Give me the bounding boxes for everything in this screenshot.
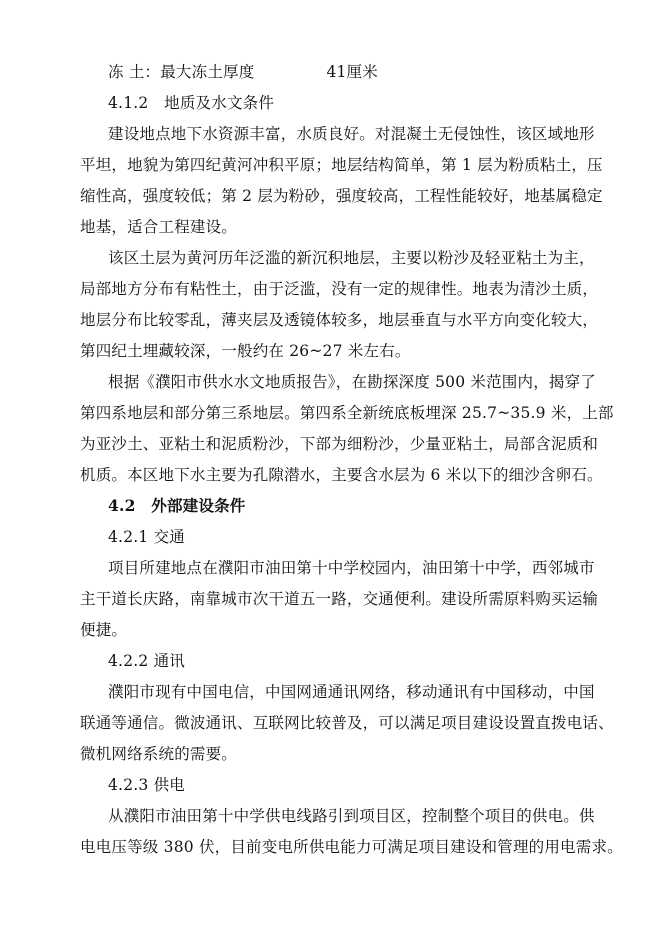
- para1-line-4: 地基，适合工程建设。: [80, 218, 238, 236]
- heading-4-2-2: 4.2.2 通讯: [108, 652, 185, 670]
- para3-line-4: 机质。本区地下水主要为孔隙潜水，主要含水层为 6 米以下的细沙含卵石。: [80, 466, 603, 484]
- telecom-line-3: 微机网络系统的需要。: [80, 745, 238, 763]
- heading-4-2-3: 4.2.3 供电: [108, 776, 185, 794]
- telecom-line-2: 联通等通信。微波通讯、互联网比较普及，可以满足项目建设设置直拨电话、: [80, 714, 614, 732]
- traffic-line-2: 主干道长庆路，南靠城市次干道五一路，交通便利。建设所需原料购买运输: [80, 590, 599, 608]
- power-line-2: 电电压等级 380 伏，目前变电所供电能力可满足项目建设和管理的用电需求。: [80, 838, 623, 856]
- para2-line-3: 地层分布比较零乱，薄夹层及透镜体较多，地层垂直与水平方向变化较大，: [80, 311, 599, 329]
- para1-line-2: 平坦，地貌为第四纪黄河冲积平原；地层结构简单，第 1 层为粉质粘土，压: [80, 156, 603, 174]
- para2-line-1: 该区土层为黄河历年泛滥的新沉积地层，主要以粉沙及轻亚粘土为主，: [108, 249, 595, 267]
- heading-4-2-1: 4.2.1 交通: [108, 528, 185, 546]
- traffic-line-1: 项目所建地点在濮阳市油田第十中学校园内，油田第十中学，西邻城市: [108, 559, 595, 577]
- frozen-soil-label: 冻 土：最大冻土厚度: [108, 63, 255, 81]
- telecom-line-1: 濮阳市现有中国电信，中国网通通讯网络，移动通讯有中国移动，中国: [108, 683, 595, 701]
- para3-line-3: 为亚沙土、亚粘土和泥质粉沙，下部为细粉沙，少量亚粘土，局部含泥质和: [80, 435, 599, 453]
- para3-line-1: 根据《濮阳市供水水文地质报告》，在勘探深度 500 米范围内，揭穿了: [108, 373, 596, 391]
- heading-4-1-2: 4.1.2 地质及水文条件: [108, 94, 275, 112]
- para1-line-3: 缩性高，强度较低；第 2 层为粉砂，强度较高，工程性能较好，地基属稳定: [80, 187, 603, 205]
- para2-line-4: 第四纪土埋藏较深，一般约在 26~27 米左右。: [80, 342, 411, 360]
- traffic-line-3: 便捷。: [80, 621, 128, 639]
- power-line-1: 从濮阳市油田第十中学供电线路引到项目区，控制整个项目的供电。供: [108, 807, 595, 825]
- frozen-soil-line: [108, 62, 628, 82]
- para3-line-2: 第四系地层和部分第三系地层。第四系全新统底板埋深 25.7~35.9 米，上部: [80, 404, 614, 422]
- heading-4-2: 4.2 外部建设条件: [108, 496, 246, 515]
- frozen-soil-value: 41厘米: [326, 63, 378, 81]
- para1-line-1: 建设地点地下水资源丰富，水质良好。对混凝土无侵蚀性，该区域地形: [108, 125, 595, 143]
- para2-line-2: 局部地方分布有粘性土，由于泛滥，没有一定的规律性。地表为清沙土质，: [80, 280, 599, 298]
